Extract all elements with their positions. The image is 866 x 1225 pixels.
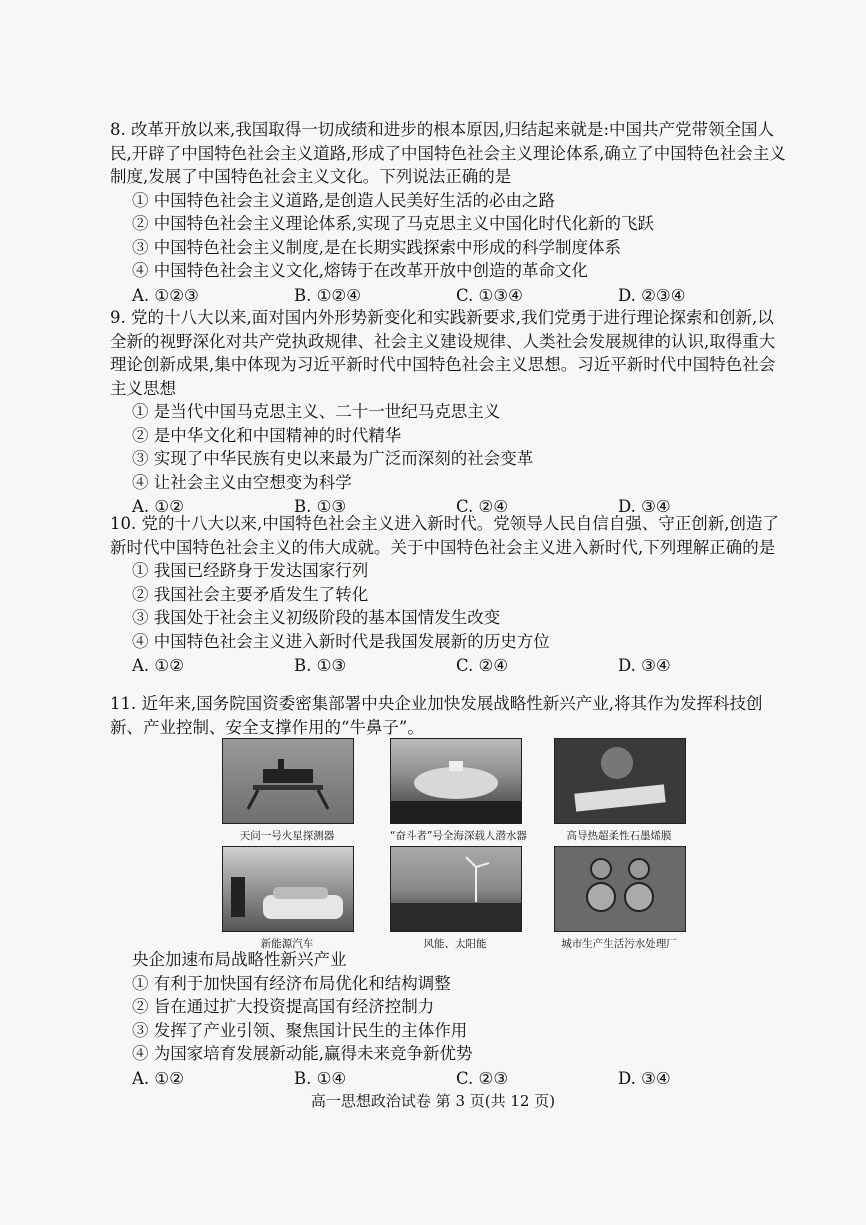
wind-solar-image <box>390 846 522 932</box>
figure-caption: 新能源汽车 <box>260 938 314 950</box>
choice-a: A. ①② <box>132 497 184 516</box>
figure-caption: 天问一号火星探测器 <box>239 830 335 842</box>
question-11-option-1: ① 有利于加快国有经济布局优化和结构调整 <box>132 973 451 993</box>
figure-caption: 风能、太阳能 <box>423 938 487 950</box>
question-9 <box>110 306 790 519</box>
submersible-image <box>390 738 522 824</box>
question-8-option-4: ④ 中国特色社会主义文化,熔铸于在改革开放中创造的革命文化 <box>132 261 588 280</box>
choice-b: B. ①③ <box>294 497 347 516</box>
question-9-option-3: ③ 实现了中华民族有史以来最为广泛而深刻的社会变革 <box>132 449 534 468</box>
question-10-option-3: ③ 我国处于社会主义初级阶段的基本国情发生改变 <box>132 608 501 627</box>
question-10-choices <box>110 654 790 678</box>
question-9-option-1: ① 是当代中国马克思主义、二十一世纪马克思主义 <box>132 402 501 421</box>
question-8-option-1: ① 中国特色社会主义道路,是创造人民美好生活的必由之路 <box>132 190 555 210</box>
question-11-option-3: ③ 发挥了产业引领、聚焦国计民生的主体作用 <box>132 1020 468 1040</box>
question-11-stem: 11. 近年来,国务院国资委密集部署中央企业加快发展战略性新兴产业,将其作为发挥科技创新、产业控制、安全支撑作用的“牛鼻子”。 <box>110 694 763 737</box>
figure-graphene <box>554 738 684 843</box>
question-9-option-2: ② 是中华文化和中国精神的时代精华 <box>132 425 402 445</box>
figure-caption: “奋斗者”号全海深载人潜水器 <box>390 830 527 842</box>
figure-grid <box>222 738 692 948</box>
choice-d: D. ③④ <box>618 656 671 675</box>
question-10-stem: 10. 党的十八大以来,中国特色社会主义进入新时代。党领导人民自信自强、守正创新,创造了新时代中国特色社会主义的伟大成就。关于中国特色社会主义进入新时代,下列理解正确的是 <box>110 514 779 557</box>
figure-wind-solar <box>390 846 520 951</box>
question-8-option-2: ② 中国特色社会主义理论体系,实现了马克思主义中国化时代化新的飞跃 <box>132 214 654 233</box>
question-11-option-4: ④ 为国家培育发展新动能,赢得未来竞争新优势 <box>132 1044 473 1063</box>
question-8-option-3: ③ 中国特色社会主义制度,是在长期实践探索中形成的科学制度体系 <box>132 237 621 257</box>
sewage-plant-image <box>554 846 686 932</box>
question-10-option-1: ① 我国已经跻身于发达国家行列 <box>132 561 369 580</box>
figure-caption: 高导热超柔性石墨烯膜 <box>566 830 672 842</box>
mars-probe-image <box>222 738 354 824</box>
choice-a: A. ①②③ <box>132 285 199 305</box>
ev-image <box>222 846 354 932</box>
question-10-option-4: ④ 中国特色社会主义进入新时代是我国发展新的历史方位 <box>132 631 550 651</box>
choice-c: C. ②④ <box>456 497 509 516</box>
choice-d: D. ③④ <box>618 497 671 516</box>
figure-sewage-plant <box>554 846 684 951</box>
question-11-option-2: ② 旨在通过扩大投资提高国有经济控制力 <box>132 997 435 1016</box>
choice-d: D. ③④ <box>618 1068 671 1088</box>
choice-b: B. ①②④ <box>294 285 361 305</box>
graphene-image <box>554 738 686 824</box>
choice-d: D. ②③④ <box>618 285 686 305</box>
figure-submersible <box>390 738 527 843</box>
choice-b: B. ①④ <box>294 1068 347 1088</box>
question-10-option-2: ② 我国社会主要矛盾发生了转化 <box>132 584 369 604</box>
choice-a: A. ①② <box>132 1068 184 1088</box>
question-8-stem: 8. 改革开放以来,我国取得一切成绩和进步的根本原因,归结起来就是:中国共产党带领全国人民,开辟了中国特色社会主义道路,形成了中国特色社会主义理论体系,确立了中国特色社会主义制度,发展了中国特色社会主义文化。下列说法正确的是 <box>110 120 786 186</box>
figure-caption: 城市生产生活污水处理厂 <box>561 938 677 950</box>
choice-c: C. ①③④ <box>456 285 523 305</box>
question-11 <box>110 692 790 739</box>
question-9-stem: 9. 党的十八大以来,面对国内外形势新变化和实践新要求,我们党勇于进行理论探索和创新,以全新的视野深化对共产党执政规律、社会主义建设规律、人类社会发展规律的认识,取得重大理论创新成果,集中体现为习近平新时代中国特色社会主义思想。习近平新时代中国特色社会主义思想 <box>110 308 776 398</box>
choice-c: C. ②④ <box>456 656 509 675</box>
choice-a: A. ①② <box>132 656 184 675</box>
figure-mars-probe <box>222 738 352 843</box>
page-footer: 高一思想政治试卷 第 3 页(共 12 页) <box>310 1092 556 1110</box>
question-11-body <box>110 948 790 1090</box>
question-11-choices <box>110 1067 790 1091</box>
choice-c: C. ②③ <box>456 1068 509 1088</box>
question-8-choices <box>110 284 790 308</box>
question-10 <box>110 512 790 678</box>
question-8 <box>110 118 790 307</box>
question-9-option-4: ④ 让社会主义由空想变为科学 <box>132 472 352 492</box>
figure-ev <box>222 846 352 951</box>
question-11-lead: 央企加速布局战略性新兴产业 <box>132 950 347 969</box>
choice-b: B. ①③ <box>294 656 347 675</box>
